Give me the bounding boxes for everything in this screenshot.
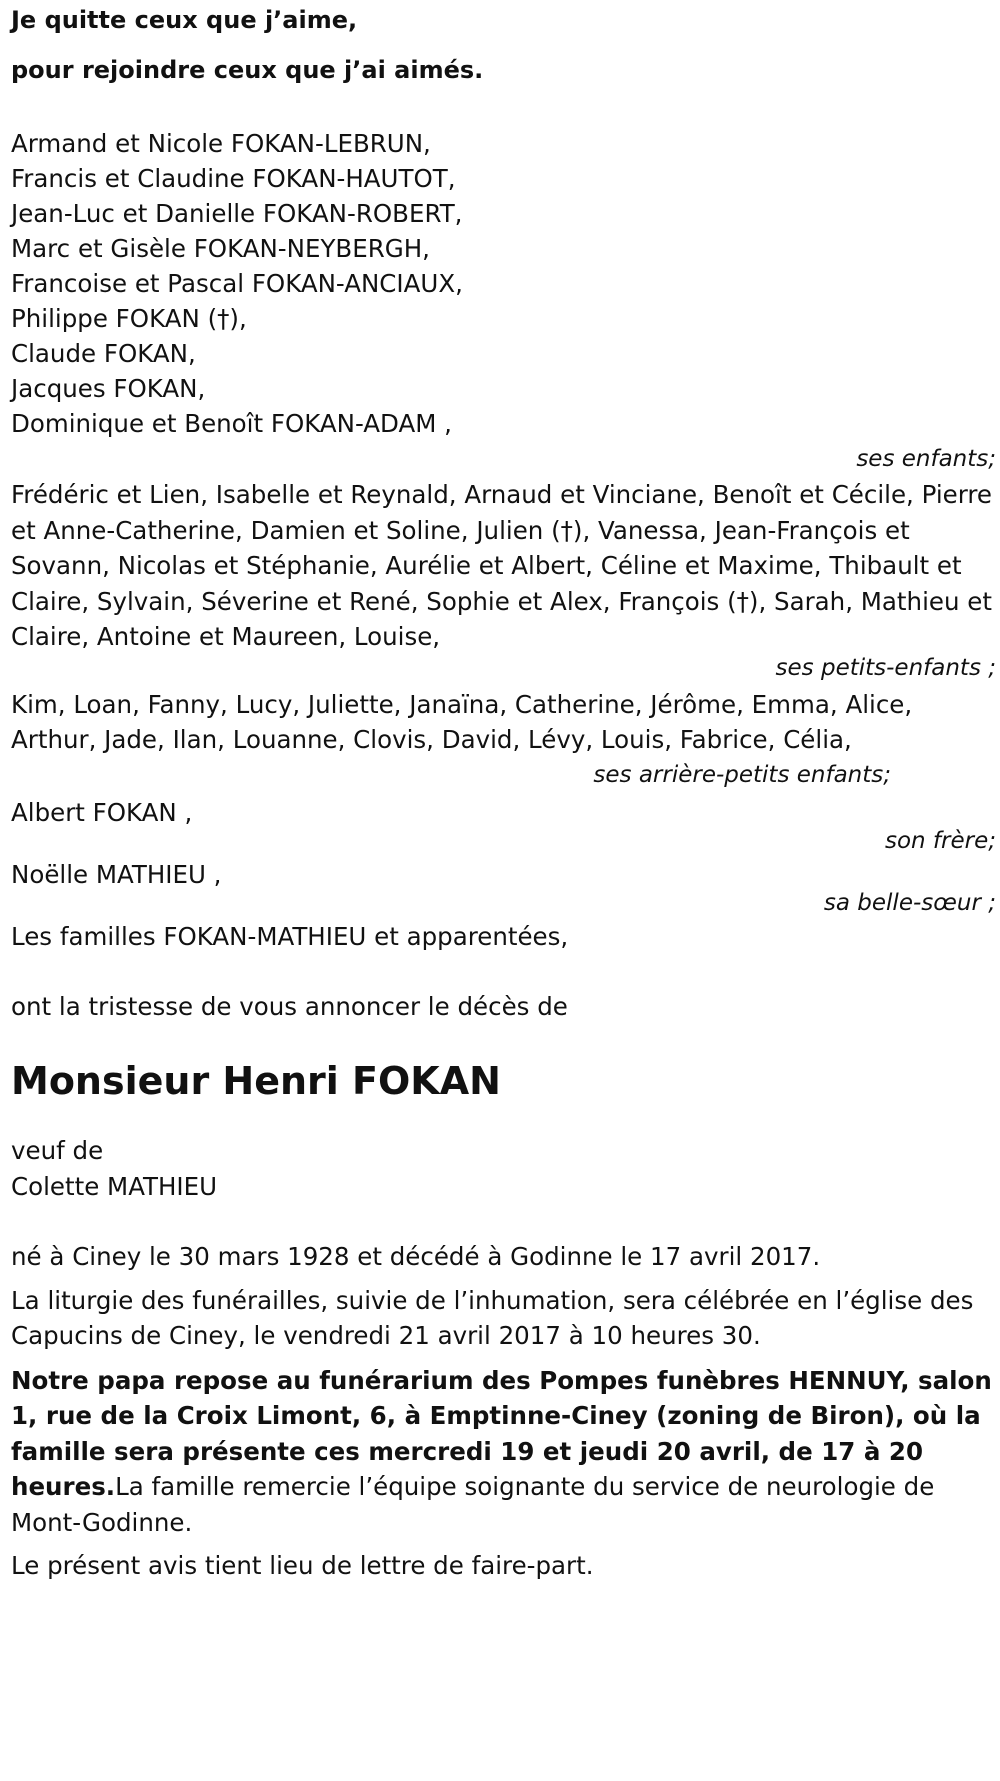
- deceased-name: Monsieur Henri FOKAN: [11, 1058, 501, 1103]
- visitation-details: Notre papa repose au funérarium des Pompes funèbres HENNUY, salon 1, rue de la Croix Limont, 6, à Emptinne-Ciney (zoning de Biron), où la famille sera présente ces mercredi 19 et jeudi 20 avril, de 17 à 20 heures.: [11, 1365, 992, 1501]
- relation-great-grandchildren: ses arrière-petits enfants;: [593, 761, 891, 788]
- child-name: Francis et Claudine FOKAN-HAUTOT,: [11, 164, 456, 193]
- child-name: Jacques FOKAN,: [11, 374, 206, 403]
- relation-children: ses enfants;: [856, 446, 996, 472]
- child-name: Marc et Gisèle FOKAN-NEYBERGH,: [11, 234, 430, 263]
- child-name: Dominique et Benoît FOKAN-ADAM ,: [11, 409, 452, 438]
- child-name: Jean-Luc et Danielle FOKAN-ROBERT,: [11, 199, 463, 228]
- great-grandchildren-list: Kim, Loan, Fanny, Lucy, Juliette, Janaïna, Catherine, Jérôme, Emma, Alice, Arthur, Jade, Ilan, Louanne, Clovis, David, Lévy, Louis, Fabrice, Célia,: [11, 689, 913, 754]
- relation-brother: son frère;: [884, 827, 996, 854]
- spouse-name: Colette MATHIEU: [11, 1171, 218, 1201]
- brother-name: Albert FOKAN ,: [11, 797, 193, 827]
- notice-line: Le présent avis tient lieu de lettre de faire-part.: [11, 1551, 594, 1580]
- widower-label: veuf de: [11, 1135, 104, 1165]
- child-name: Philippe FOKAN (†),: [11, 304, 247, 333]
- birth-death-line: né à Ciney le 30 mars 1928 et décédé à Godinne le 17 avril 2017.: [11, 1241, 821, 1271]
- relation-sister-in-law: sa belle-sœur ;: [823, 889, 996, 916]
- announcement: ont la tristesse de vous annoncer le décès de: [11, 991, 568, 1021]
- sister-in-law-name: Noëlle MATHIEU ,: [11, 859, 222, 889]
- child-name: Armand et Nicole FOKAN-LEBRUN,: [11, 129, 431, 158]
- grandchildren-list: Frédéric et Lien, Isabelle et Reynald, Arnaud et Vinciane, Benoît et Cécile, Pierre et Anne-Catherine, Damien et Soline, Julien (†), Vanessa, Jean-François et Sovann, Nicolas et Stéphanie, Aurélie et Albert, Céline et Maxime, Thibault et Claire, Sylvain, Séverine et René, Sophie et Alex, François (†), Sarah, Mathieu et Claire, Antoine et Maureen, Louise,: [11, 480, 992, 651]
- thanks-text: La famille remercie l’équipe soignante du service de neurologie de Mont-Godinne.: [11, 1472, 935, 1537]
- children-list: [11, 126, 996, 441]
- relation-grandchildren: ses petits-enfants ;: [775, 654, 996, 681]
- epitaph-line-1: Je quitte ceux que j’aime,: [11, 6, 358, 34]
- visitation-paragraph: [11, 1363, 996, 1541]
- epitaph-line-2: pour rejoindre ceux que j’ai aimés.: [11, 56, 484, 84]
- liturgy-paragraph: La liturgie des funérailles, suivie de l’inhumation, sera célébrée en l’église des Capucins de Ciney, le vendredi 21 avril 2017 à 10 heures 30.: [11, 1285, 974, 1350]
- obituary-content: [11, 0, 996, 1586]
- child-name: Francoise et Pascal FOKAN-ANCIAUX,: [11, 269, 463, 298]
- child-name: Claude FOKAN,: [11, 339, 196, 368]
- families-line: Les familles FOKAN-MATHIEU et apparentées,: [11, 921, 569, 951]
